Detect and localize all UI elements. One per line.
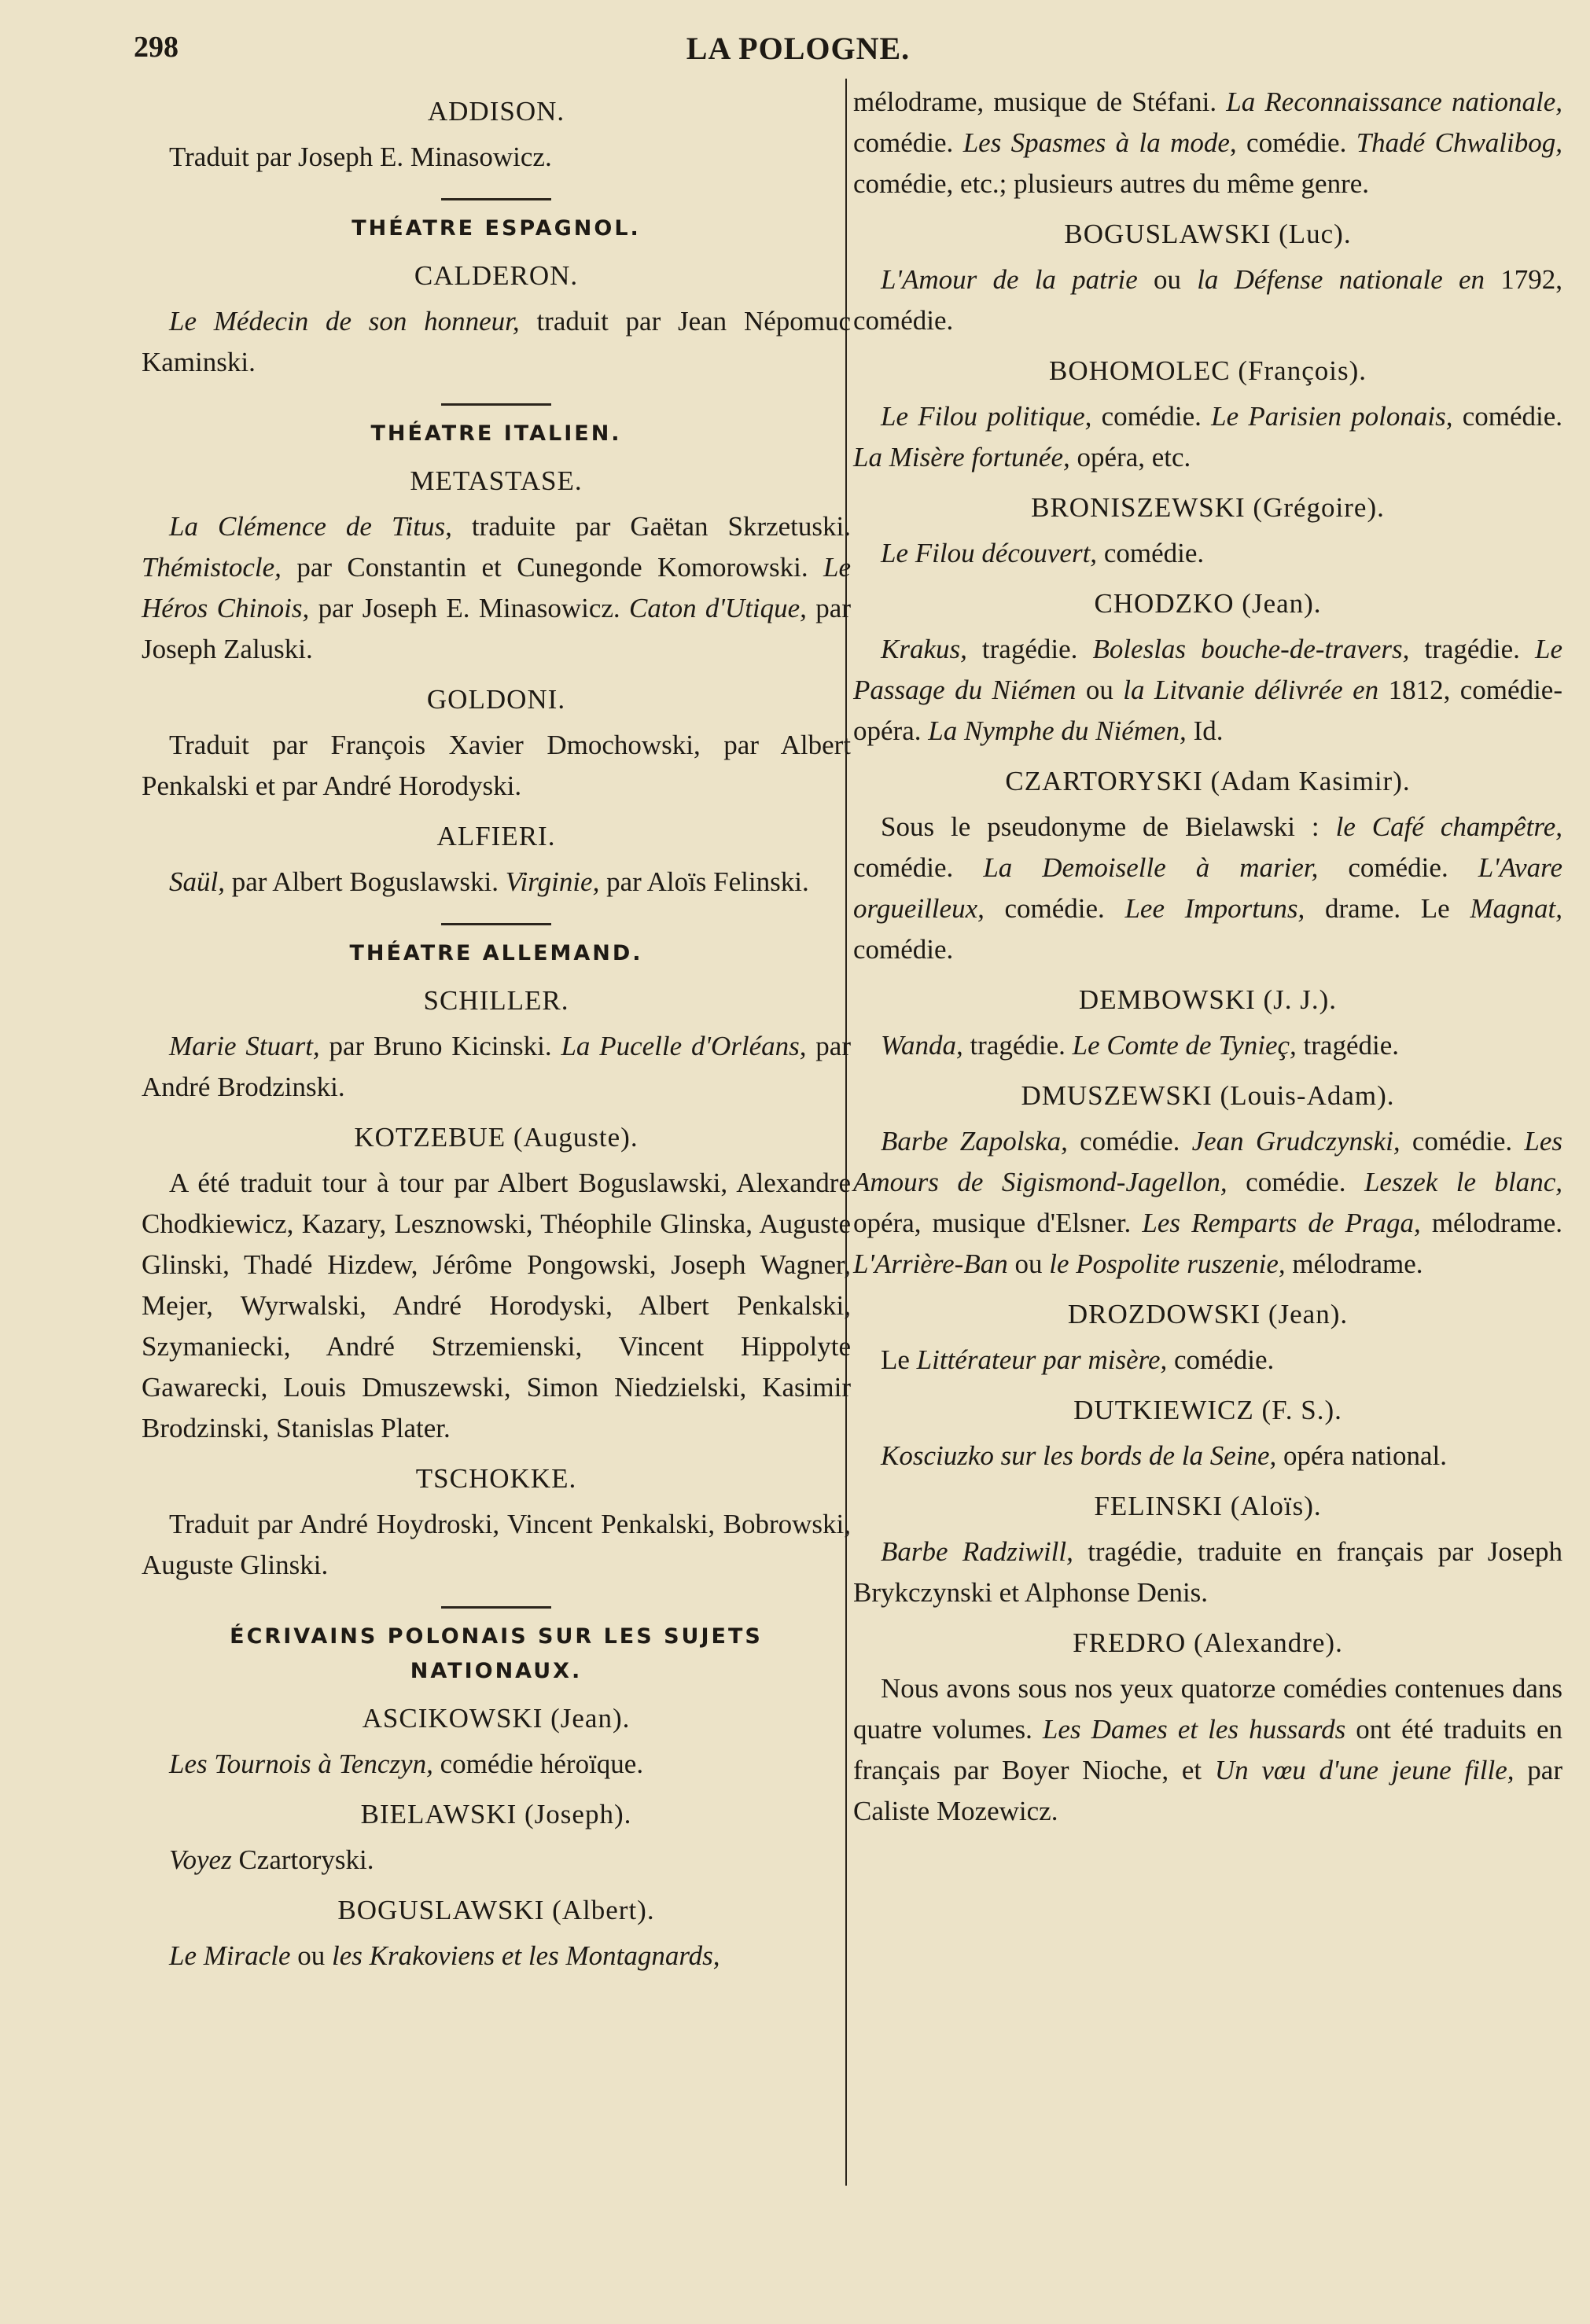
author-heading-dmuszewski: DMUSZEWSKI (Louis-Adam). (1021, 1080, 1395, 1111)
author-heading-calderon: CALDERON. (414, 260, 579, 291)
entry-alfieri: Saül, par Albert Boguslawski. Virginie, par Aloïs Felinski. (169, 866, 809, 897)
author-heading-dembowski: DEMBOWSKI (J. J.). (1078, 984, 1338, 1015)
entry-goldoni: Traduit par François Xavier Dmochowski, par Albert Penkalski et par André Horodyski. (142, 730, 851, 801)
author-heading-schiller: SCHILLER. (423, 985, 569, 1016)
author-heading-tschokke: TSCHOKKE. (415, 1463, 577, 1494)
author-heading-boguslawski-luc: BOGUSLAWSKI (Luc). (1064, 219, 1352, 249)
author-heading-kotzebue: KOTZEBUE (Auguste). (354, 1122, 639, 1153)
entry-addison: Traduit par Joseph E. Minasowicz. (169, 142, 552, 172)
entry-metastase: La Clémence de Titus, traduite par Gaëtan Skrzetuski. Thémistocle, par Constantin et Cunegonde Komorowski. Le Héros Chinois, par Joseph E. Minasowicz. Caton d'Utique, par Joseph Zaluski. (142, 511, 852, 664)
author-heading-czartoryski: CZARTORYSKI (Adam Kasimir). (1005, 766, 1411, 796)
entry-boguslawski-albert: Le Miracle ou les Krakoviens et les Montagnards, (169, 1940, 720, 1971)
section-heading-spanish: THÉATRE ESPAGNOL. (351, 216, 641, 241)
separator-rule (441, 1606, 551, 1609)
author-heading-goldoni: GOLDONI. (426, 684, 566, 715)
entry-chodzko: Krakus, tragédie. Boleslas bouche-de-travers, tragédie. Le Passage du Niémen ou la Litvanie délivrée en 1812, comédie-opéra. La Nymphe du Niémen, Id. (853, 634, 1562, 746)
separator-rule (441, 198, 551, 200)
author-heading-drozdowski: DROZDOWSKI (Jean). (1067, 1299, 1349, 1329)
entry-tschokke: Traduit par André Hoydroski, Vincent Penkalski, Bobrowski, Auguste Glinski. (142, 1509, 851, 1580)
entry-drozdowski: Le Littérateur par misère, comédie. (881, 1344, 1275, 1375)
author-heading-ascikowski: ASCIKOWSKI (Jean). (362, 1703, 631, 1734)
right-column (853, 82, 1562, 1838)
section-heading-german: THÉATRE ALLEMAND. (349, 941, 643, 965)
entry-bielawski: Voyez Czartoryski. (169, 1844, 374, 1875)
section-heading-polish-writers: ÉCRIVAINS POLONAIS SUR LES SUJETS NATIONAUX. (230, 1624, 763, 1683)
entry-dembowski: Wanda, tragédie. Le Comte de Tynieç, tragédie. (881, 1030, 1400, 1061)
entry-felinski: Barbe Radziwill, tragédie, traduite en français par Joseph Brykczynski et Alphonse Denis. (853, 1536, 1562, 1608)
left-column (142, 82, 851, 1983)
entry-fredro: Nous avons sous nos yeux quatorze comédies contenues dans quatre volumes. Les Dames et les hussards ont été traduits en français par Boyer Nioche, et Un vœu d'une jeune fille, par Caliste Mozewicz. (853, 1673, 1562, 1826)
entry-dmuszewski: Barbe Zapolska, comédie. Jean Grudczynski, comédie. Les Amours de Sigismond-Jagellon, comédie. Leszek le blanc, opéra, musique d'Elsner. Les Remparts de Praga, mélodrame. L'Arrière-Ban ou le Pospolite ruszenie, mélodrame. (853, 1126, 1563, 1279)
author-heading-alfieri: ALFIERI. (436, 821, 556, 851)
entry-broniszewski: Le Filou découvert, comédie. (881, 538, 1205, 568)
separator-rule (441, 403, 551, 406)
author-heading-broniszewski: BRONISZEWSKI (Grégoire). (1031, 492, 1385, 523)
author-heading-felinski: FELINSKI (Aloïs). (1094, 1491, 1322, 1521)
entry-kotzebue: A été traduit tour à tour par Albert Boguslawski, Alexandre Chodkiewicz, Kazary, Lesznowski, Théophile Glinska, Auguste Glinski, Thadé Hizdew, Jérôme Pongowski, Joseph Wagner, Mejer, Wyrwalski, André Horodyski, Albert Penkalski, Szymaniecki, André Strzemienski, Vincent Hippolyte Gawarecki, Louis Dmuszewski, Simon Niedzielski, Kasimir Brodzinski, Stanislas Plater. (142, 1168, 851, 1443)
entry-schiller: Marie Stuart, par Bruno Kicinski. La Pucelle d'Orléans, par André Brodzinski. (142, 1031, 851, 1102)
entry-boguslawski-albert-continued: mélodrame, musique de Stéfani. La Reconnaissance nationale, comédie. Les Spasmes à la mode, comédie. Thadé Chwalibog, comédie, etc.; plusieurs autres du même genre. (853, 86, 1562, 199)
entry-boguslawski-luc: L'Amour de la patrie ou la Défense nationale en 1792, comédie. (853, 264, 1562, 336)
entry-czartoryski: Sous le pseudonyme de Bielawski : le Café champêtre, comédie. La Demoiselle à marier, comédie. L'Avare orgueilleux, comédie. Lee Importuns, drame. Le Magnat, comédie. (853, 811, 1562, 965)
entry-ascikowski: Les Tournois à Tenczyn, comédie héroïque. (169, 1749, 644, 1779)
entry-bohomolec: Le Filou politique, comédie. Le Parisien polonais, comédie. La Misère fortunée, opéra, etc. (853, 401, 1562, 473)
author-heading-bohomolec: BOHOMOLEC (François). (1048, 355, 1367, 386)
running-title: LA POLOGNE. (686, 31, 911, 66)
section-heading-italian: THÉATRE ITALIEN. (370, 421, 622, 446)
author-heading-bielawski: BIELAWSKI (Joseph). (360, 1799, 632, 1829)
author-heading-dutkiewicz: DUTKIEWICZ (F. S.). (1073, 1395, 1342, 1425)
page-header (134, 30, 1463, 74)
author-heading-metastase: METASTASE. (410, 465, 583, 496)
entry-calderon: Le Médecin de son honneur, traduit par Jean Népomuc Kaminski. (142, 306, 852, 377)
author-heading-chodzko: CHODZKO (Jean). (1094, 588, 1322, 619)
page-number: 298 (134, 31, 179, 64)
author-heading-boguslawski-albert: BOGUSLAWSKI (Albert). (337, 1895, 655, 1925)
separator-rule (441, 923, 551, 925)
author-heading-addison: ADDISON. (427, 96, 565, 127)
author-heading-fredro: FREDRO (Alexandre). (1073, 1627, 1343, 1658)
entry-dutkiewicz: Kosciuzko sur les bords de la Seine, opéra national. (881, 1440, 1447, 1471)
